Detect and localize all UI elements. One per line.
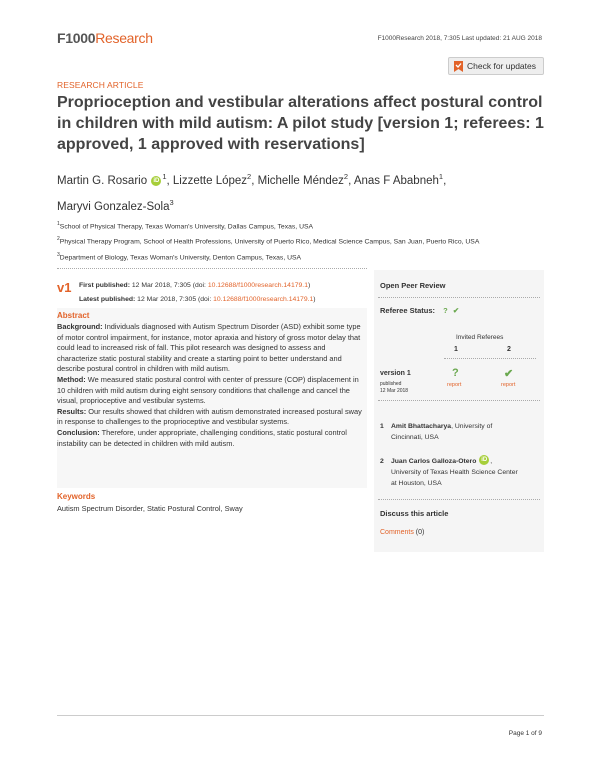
keywords-text: Autism Spectrum Disorder, Static Postural Control, Sway (57, 504, 243, 513)
keywords-heading: Keywords (57, 492, 96, 501)
author-4[interactable]: Anas F Ababneh$^1$, (353, 172, 447, 187)
divider (378, 400, 540, 401)
orcid-icon[interactable]: iD (153, 177, 160, 184)
page-number: Page 1 of 9 (508, 730, 542, 737)
comments: Comments (0) (380, 529, 425, 536)
question-icon: ? (443, 306, 448, 315)
logo-suffix: Research (95, 30, 153, 46)
affiliation-3: $^3$Department of Biology, Texas Woman's University, Denton Campus, Texas, USA (57, 251, 302, 261)
latest-doi-link[interactable]: 10.12688/f1000research.14179.1 (213, 296, 314, 303)
check-for-updates-label: Check for updates (467, 61, 536, 71)
referee-1-number: 1 (454, 346, 458, 353)
affiliation-1: $^1$School of Physical Therapy, Texas Woman's University, Dallas Campus, Texas, USA (57, 221, 314, 231)
discuss-heading: Discuss this article (380, 509, 449, 518)
version-badge: v1 (57, 280, 72, 295)
author-1[interactable]: Martin G. Rosario iD $^1$, (57, 172, 173, 187)
question-icon: ? (452, 367, 459, 379)
referee-2-name[interactable]: Juan Carlos Galloza-Otero (391, 458, 477, 465)
report-1-link[interactable]: report (447, 382, 462, 388)
referee-status: Referee Status: ? ✔ (380, 306, 460, 315)
referee-1: 1 Amit Bhattacharya, University of Cincinnati, USA (380, 423, 493, 441)
author-2[interactable]: Lizzette López$^2$, (172, 172, 258, 187)
divider (444, 358, 536, 359)
f1000research-logo[interactable] (57, 30, 153, 46)
comments-link[interactable]: Comments (380, 529, 414, 536)
invited-referees-label: Invited Referees (456, 334, 504, 341)
orcid-icon[interactable]: iD (481, 457, 488, 463)
referee-2: 2 Juan Carlos Galloza-Otero iD , University of Texas Health Science Center at Houston, USA (380, 457, 518, 487)
first-doi-link[interactable]: 10.12688/f1000research.14179.1 (207, 282, 308, 289)
footer-divider (57, 715, 544, 716)
publication-dates (79, 279, 316, 307)
open-peer-review-panel (374, 270, 544, 552)
report-2-link[interactable]: report (501, 382, 516, 388)
article-type: RESEARCH ARTICLE (57, 80, 144, 90)
latest-published: Latest published: 12 Mar 2018, 7:305 (doi: 10.12688/f1000research.14179.1) (79, 296, 316, 303)
check-for-updates-button[interactable] (448, 57, 544, 75)
article-title: Proprioception and vestibular alterations affect postural control in children with mild autism: A pilot study [version 1; referees: 1 approved, 1 approved with reservations] (57, 94, 544, 153)
affiliation-2: $^2$Physical Therapy Program, School of Health Professions, University of Puerto Rico, Medical Science Campus, San Juan, Puerto Rico, USA (57, 236, 480, 246)
abstract-heading: Abstract (57, 311, 90, 320)
referee-2-number: 2 (507, 346, 511, 353)
author-3[interactable]: Michelle Méndez$^2$, (257, 172, 354, 187)
check-icon: ✔ (504, 368, 514, 380)
divider (378, 499, 540, 500)
divider (57, 268, 367, 269)
first-published: First published: 12 Mar 2018, 7:305 (doi: 10.12688/f1000research.14179.1) (79, 282, 311, 289)
logo-prefix: F1000 (57, 30, 96, 46)
divider (378, 297, 540, 298)
affiliations (57, 218, 557, 264)
crossmark-icon (454, 61, 463, 72)
version-1-published: published 12 Mar 2018 (380, 381, 409, 394)
journal-meta: F1000Research 2018, 7:305 Last updated: 21 AUG 2018 (377, 35, 542, 42)
abstract-text: Background: Individuals diagnosed with Autism Spectrum Disorder (ASD) exhibit some type of motor control impairment, for instance, motor apraxia and history of gross motor delay that could lead to increased risk of fall. This pilot research was designed to assess and characterize static postural stability and create a starting point to better understand and describe postural control in children with mild autism. Method: We measured static postural control with center of pressure (COP) displacement in 10 children with mild autism during eight sensory conditions that challenge and cancel the visual, proprioceptive and vestibular systems. Results: Our results showed that children with autism demonstrated increased postural sway in response to challenges to the proprioceptive and vestibular systems. Conclusion: Therefore, under appropriate, challenging conditions, static postural control instability can be detected in children with mild autism. (57, 322, 362, 448)
peer-review-heading: Open Peer Review (380, 281, 446, 290)
check-icon: ✔ (452, 306, 460, 315)
version-1-label: version 1 (380, 370, 411, 377)
author-list (57, 166, 547, 218)
author-5[interactable]: Maryvi Gonzalez-Sola$^3$ (57, 197, 174, 213)
referee-1-name[interactable]: Amit Bhattacharya (391, 423, 452, 430)
